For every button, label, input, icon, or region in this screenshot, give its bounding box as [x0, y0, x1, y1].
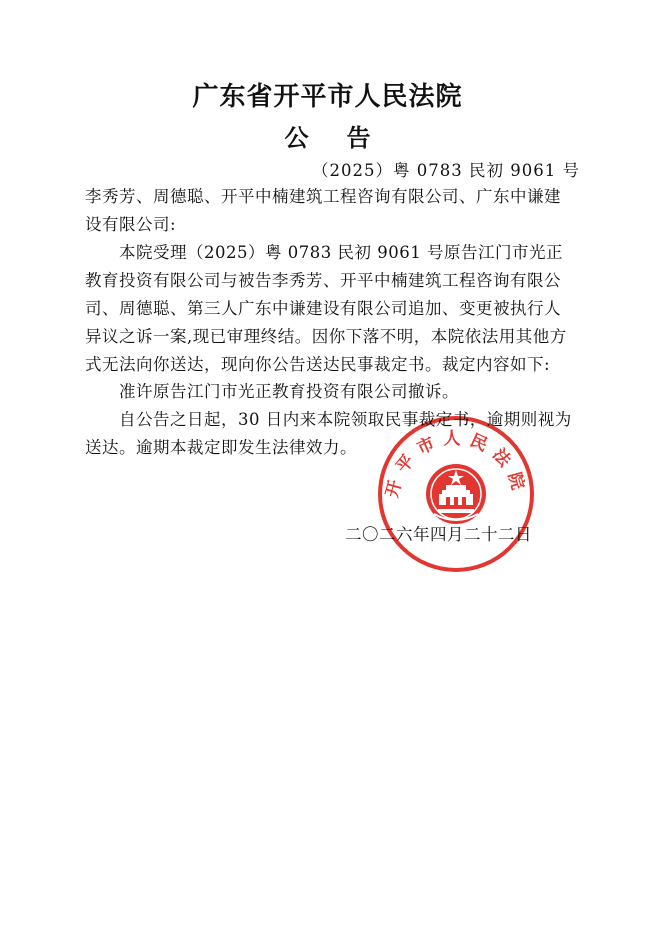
addressee: 李秀芳、周德聪、开平中楠建筑工程咨询有限公司、广东中谦建设有限公司: — [85, 187, 561, 234]
case-number: （2025）粤 0783 民初 9061 号 — [312, 161, 580, 180]
national-emblem-icon — [426, 464, 486, 524]
court-seal-stamp — [376, 414, 536, 574]
document-title: 公告 — [284, 124, 409, 152]
seal-text: 开平市人民法院 — [382, 429, 530, 500]
notice-paragraph-2: 准许原告江门市光正教育投资有限公司撤诉。 — [119, 382, 459, 401]
notice-paragraph-1: 本院受理（2025）粤 0783 民初 9061 号原告江门市光正教育投资有限公司与被告李秀芳、开平中楠建筑工程咨询有限公司、周德聪、第三人广东中谦建设有限公司追加、变更被执行人异议之诉一案,现已审理终结。因你下落不明，本院依法用其他方式无法向你送达，现向你公告送达民事裁定书。裁定内容如下: — [85, 243, 567, 374]
notice-paragraph-3: 自公告之日起，30 日内来本院领取民事裁定书，逾期则视为送达。逾期本裁定即发生法律效力。 — [85, 410, 572, 457]
issue-date: 二〇二六年四月二十二日 — [345, 525, 532, 544]
court-name: 广东省开平市人民法院 — [192, 82, 463, 112]
